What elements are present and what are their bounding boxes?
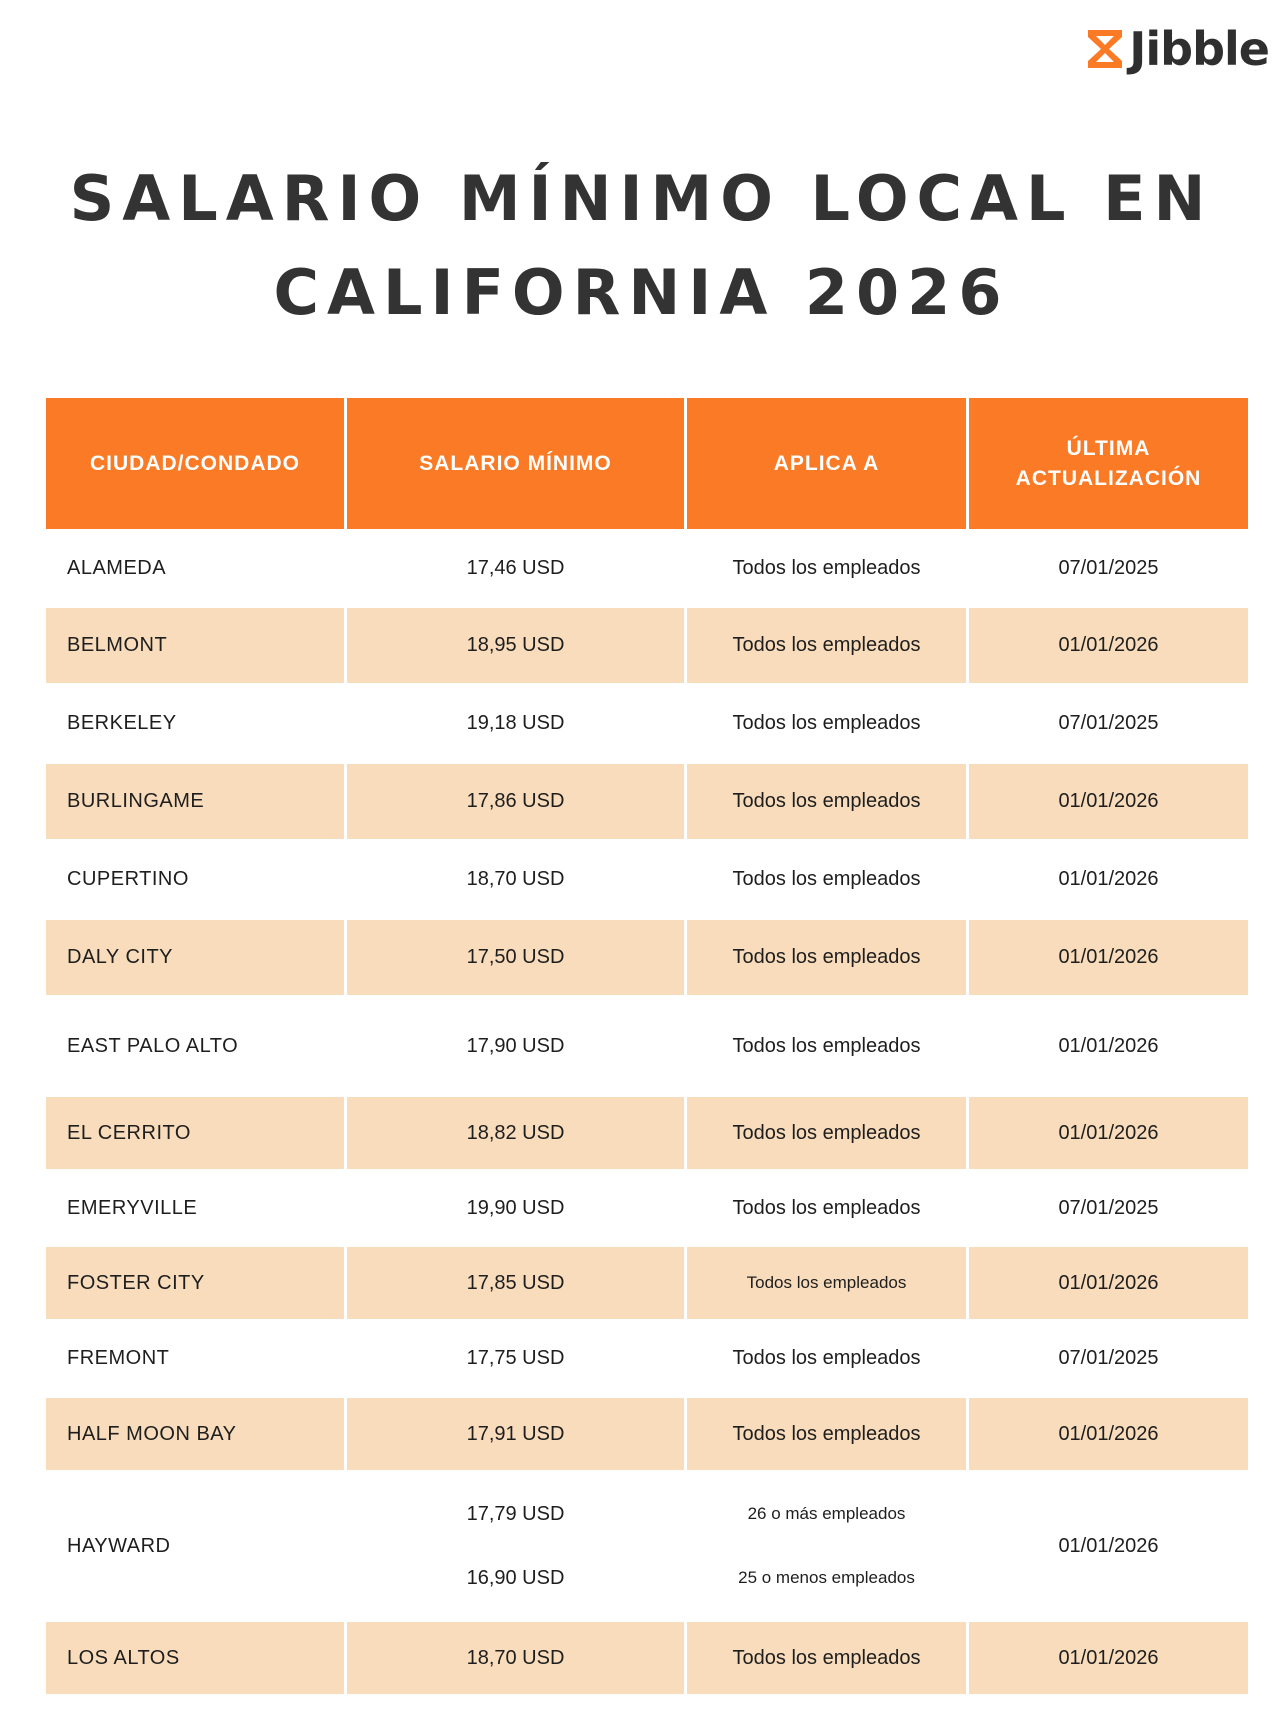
wage-cell: 18,82 USD [347,1097,684,1169]
updated-cell: 01/01/2026 [1058,868,1159,890]
updated-cell: 01/01/2026 [969,1398,1248,1470]
applies-cell: Todos los empleados [687,1398,966,1470]
jibble-logo [1085,22,1269,76]
city-cell: EL CERRITO [46,1097,344,1169]
header-city: CIUDAD/CONDADO [46,398,344,529]
table-row [46,764,1248,839]
city-cell: BERKELEY [67,712,177,734]
applies-cell: Todos los empleados [687,920,966,995]
city-cell: EAST PALO ALTO [67,1034,239,1057]
updated-cell: 07/01/2025 [1058,1347,1159,1369]
table-row [46,1622,1248,1694]
city-cell: FREMONT [67,1347,170,1369]
updated-cell: 01/01/2026 [969,1097,1248,1169]
applies-cell: Todos los empleados [732,1196,921,1219]
applies-cell [687,1470,966,1622]
updated-cell: 07/01/2025 [1058,557,1159,579]
wage-cell: 19,18 USD [466,712,565,734]
table-row [46,920,1248,995]
header-updated-label: ÚLTIMA ACTUALIZACIÓN [1015,436,1202,490]
hourglass-logo-icon [1085,27,1125,71]
applies-cell: Todos los empleados [732,868,921,890]
applies-cell: Todos los empleados [732,1347,921,1369]
minimum-wage-table [46,398,1248,1694]
updated-cell: 07/01/2025 [1058,712,1159,734]
table-row [46,608,1248,683]
city-cell: HALF MOON BAY [46,1398,344,1470]
header-applies: APLICA A [687,398,966,529]
city-cell: BURLINGAME [46,764,344,839]
title-line-2: CALIFORNIA 2026 [273,256,1010,329]
table-row [46,1097,1248,1169]
city-cell: CUPERTINO [67,868,189,890]
updated-cell: 01/01/2026 [1058,1034,1159,1057]
updated-cell: 01/01/2026 [969,1247,1248,1319]
wage-cell: 17,50 USD [347,920,684,995]
applies-large-employers: 26 o más empleados [747,1504,906,1523]
updated-cell: 01/01/2026 [969,920,1248,995]
city-cell: HAYWARD [67,1534,171,1557]
applies-cell: Todos los empleados [687,764,966,839]
wage-cell: 18,95 USD [347,608,684,683]
wage-cell [347,1470,684,1622]
wage-stack [467,1470,565,1622]
wage-cell: 18,70 USD [347,1622,684,1694]
updated-cell: 07/01/2025 [1058,1196,1159,1219]
header-updated [969,398,1248,529]
updated-cell: 01/01/2026 [969,764,1248,839]
table-row [46,1398,1248,1470]
city-cell: DALY CITY [46,920,344,995]
updated-cell: 01/01/2026 [1058,1534,1159,1557]
applies-small-employers: 25 o menos empleados [738,1568,915,1587]
applies-cell: Todos los empleados [687,608,966,683]
wage-cell: 17,86 USD [347,764,684,839]
wage-cell: 17,90 USD [466,1034,565,1057]
city-cell: ALAMEDA [67,557,167,579]
title-line-1: SALARIO MÍNIMO LOCAL EN [69,162,1214,235]
city-cell: LOS ALTOS [46,1622,344,1694]
applies-cell: Todos los empleados [687,1622,966,1694]
table-row [46,1470,1248,1622]
page-title [0,152,1283,340]
wage-cell: 17,85 USD [347,1247,684,1319]
applies-stack [738,1470,915,1622]
table-row [46,839,1248,920]
city-cell: EMERYVILLE [67,1196,198,1219]
wage-value-small-employers: 16,90 USD [466,1566,565,1589]
applies-cell: Todos los empleados [732,1034,921,1057]
wage-cell: 17,46 USD [466,557,565,579]
header-wage: SALARIO MÍNIMO [347,398,684,529]
city-cell: FOSTER CITY [46,1247,344,1319]
applies-cell: Todos los empleados [732,712,921,734]
table-row [46,1169,1248,1247]
table-row [46,995,1248,1097]
table-row [46,683,1248,764]
table-row [46,529,1248,608]
wage-cell: 18,70 USD [466,868,565,890]
wage-cell: 17,75 USD [466,1347,565,1369]
city-cell: BELMONT [46,608,344,683]
table-row [46,1319,1248,1398]
table-header-row [46,398,1248,529]
table-row [46,1247,1248,1319]
applies-cell: Todos los empleados [687,1097,966,1169]
wage-cell: 19,90 USD [466,1196,565,1219]
updated-cell: 01/01/2026 [969,1622,1248,1694]
applies-cell: Todos los empleados [687,1247,966,1319]
wage-cell: 17,91 USD [347,1398,684,1470]
applies-cell: Todos los empleados [732,557,921,579]
wage-value-large-employers: 17,79 USD [466,1502,565,1525]
updated-cell: 01/01/2026 [969,608,1248,683]
brand-name: Jibble [1129,22,1269,76]
